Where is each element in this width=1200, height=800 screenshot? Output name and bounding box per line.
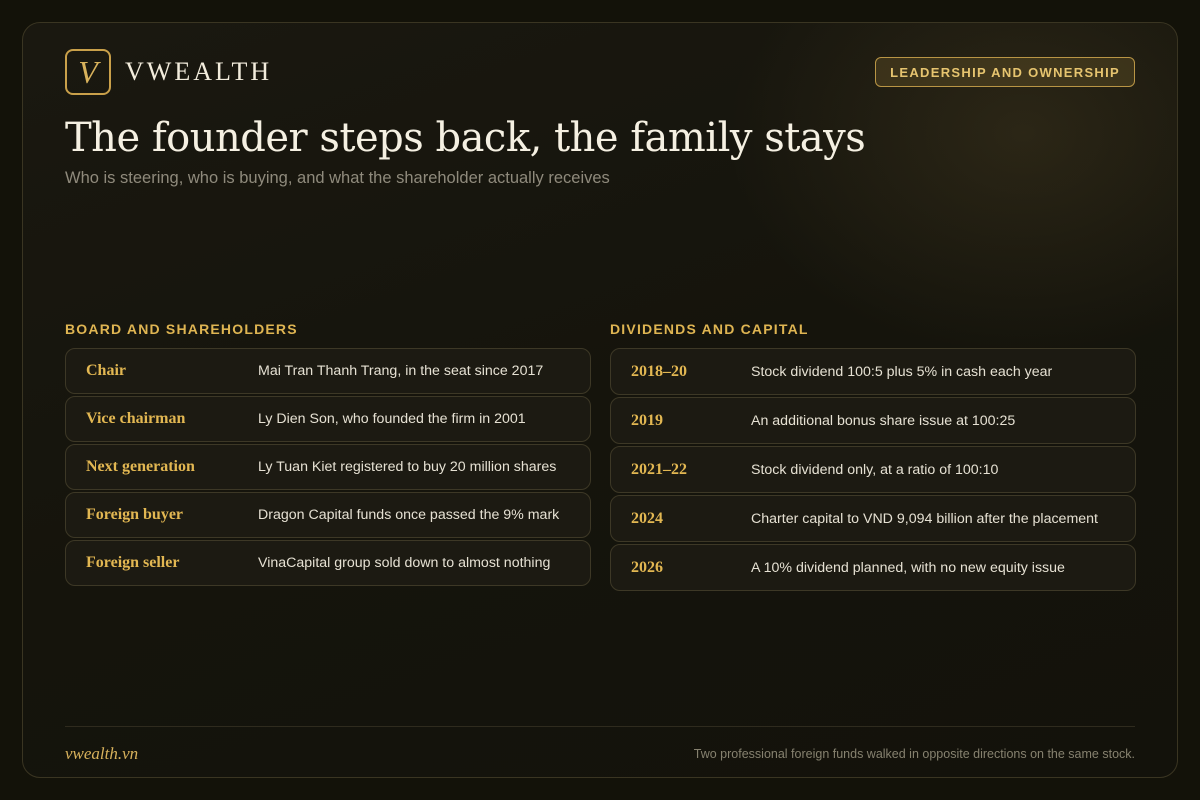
brand-name: VWEALTH — [125, 57, 273, 86]
dividend-row-year: 2018–20 — [631, 362, 687, 380]
dividend-row — [610, 495, 1136, 542]
dividend-row-value: Stock dividend 100:5 plus 5% in cash each year — [751, 363, 1053, 380]
page-title: The founder steps back, the family stays — [65, 115, 866, 161]
dividend-row — [610, 348, 1136, 395]
board-row-value: Ly Tuan Kiet registered to buy 20 million shares — [258, 459, 557, 475]
board-row-value: VinaCapital group sold down to almost nothing — [258, 555, 551, 571]
page-subtitle: Who is steering, who is buying, and what the shareholder actually receives — [65, 169, 610, 187]
site-link[interactable]: vwealth.vn — [65, 744, 139, 763]
dividend-row — [610, 397, 1136, 444]
board-row-value: Mai Tran Thanh Trang, in the seat since 2017 — [258, 363, 544, 379]
dividend-row-value: Charter capital to VND 9,094 billion after the placement — [751, 510, 1098, 527]
dividend-row-year: 2026 — [631, 558, 663, 576]
dividend-row-value: An additional bonus share issue at 100:25 — [751, 412, 1016, 429]
brand — [65, 49, 272, 95]
dividend-row-value: Stock dividend only, at a ratio of 100:10 — [751, 461, 999, 478]
board-heading: BOARD AND SHAREHOLDERS — [65, 321, 298, 337]
board-row — [65, 444, 591, 490]
dividend-row — [610, 544, 1136, 591]
board-row — [65, 540, 591, 586]
board-row-value: Ly Dien Son, who founded the firm in 2001 — [258, 411, 526, 427]
board-row-label: Vice chairman — [86, 410, 186, 427]
dividend-row-year: 2019 — [631, 411, 663, 429]
board-row-value: Dragon Capital funds once passed the 9% mark — [258, 507, 560, 523]
dividend-row-year: 2024 — [631, 509, 663, 527]
footer-note: Two professional foreign funds walked in opposite directions on the same stock. — [693, 747, 1135, 761]
dividends-section — [610, 321, 1136, 593]
board-section — [65, 321, 591, 588]
category-tag: LEADERSHIP AND OWNERSHIP — [875, 57, 1135, 87]
card — [22, 22, 1178, 778]
board-row — [65, 348, 591, 394]
board-row-label: Chair — [86, 362, 126, 379]
board-row — [65, 492, 591, 538]
dividend-row-year: 2021–22 — [631, 460, 687, 478]
logo — [65, 49, 111, 95]
dividend-row-value: A 10% dividend planned, with no new equity issue — [751, 559, 1065, 576]
dividend-row — [610, 446, 1136, 493]
logo-letter: V — [78, 54, 98, 90]
footer-divider — [65, 726, 1135, 727]
board-row-label: Foreign buyer — [86, 506, 184, 523]
board-row-label: Foreign seller — [86, 554, 180, 571]
dividends-heading: DIVIDENDS AND CAPITAL — [610, 321, 809, 337]
board-row-label: Next generation — [86, 458, 195, 475]
board-row — [65, 396, 591, 442]
